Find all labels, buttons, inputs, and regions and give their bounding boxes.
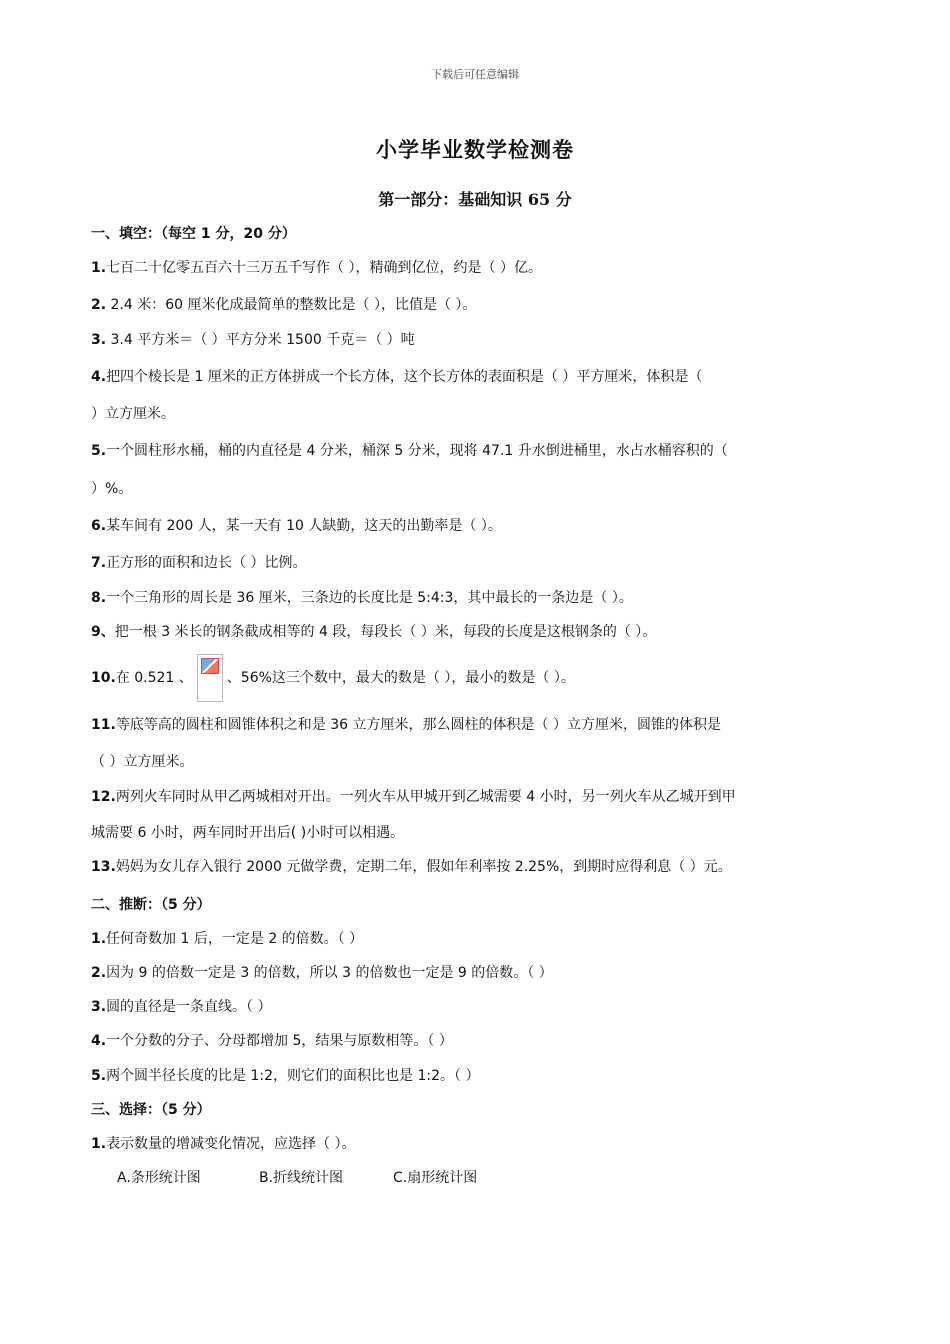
- fill-question-10: [91, 652, 871, 704]
- fill-question-12-continued: [91, 823, 871, 843]
- broken-image-icon: [201, 658, 219, 674]
- question-text: （ ）立方厘米。: [91, 754, 194, 770]
- question-text: 圆的直径是一条直线。（ ）: [106, 999, 272, 1015]
- fill-question-11-continued: [91, 752, 871, 772]
- question-number: 8.: [91, 590, 107, 606]
- question-text: 一个圆柱形水桶，桶的内直径是 4 分米，桶深 5 分米，现将 47.1 升水倒进桶里，水占水桶容积的（: [106, 443, 728, 459]
- question-text: 一个三角形的周长是 36 厘米，三条边的长度比是 5:4:3，其中最长的一条边是（ ）。: [106, 590, 633, 606]
- judge-question-1: [91, 929, 871, 949]
- question-number: 3.: [91, 999, 107, 1015]
- fill-question-4-continued: [91, 404, 871, 424]
- choice-options: [117, 1168, 897, 1188]
- question-text: 3.4 平方米＝（ ）平方分米 1500 千克＝（ ）吨: [106, 332, 415, 348]
- question-number: 6.: [91, 518, 107, 534]
- question-text: 某车间有 200 人，某一天有 10 人缺勤，这天的出勤率是（ ）。: [106, 518, 502, 534]
- fill-question-8: [91, 588, 871, 608]
- section-heading-choice: 三、选择：（5 分）: [91, 1102, 211, 1118]
- question-number: 2.: [91, 965, 107, 981]
- question-number: 1.: [91, 1136, 107, 1152]
- question-text-after: 、56%这三个数中，最大的数是（ ），最小的数是（ ）。: [226, 670, 575, 686]
- choice-question-1: [91, 1134, 871, 1154]
- fill-question-9: [91, 622, 871, 642]
- question-text: 两个圆半径长度的比是 1:2，则它们的面积比也是 1:2。（ ）: [106, 1068, 480, 1084]
- question-text: 正方形的面积和边长（ ）比例。: [106, 555, 307, 571]
- question-text: 妈妈为女儿存入银行 2000 元做学费，定期二年，假如年利率按 2.25%，到期时应得利息（ ）元。: [115, 859, 732, 875]
- page-title: 小学毕业数学检测卷: [376, 137, 574, 162]
- question-number: 2.: [91, 297, 107, 313]
- question-text: 城需要 6 小时，两车同时开出后( )小时可以相遇。: [91, 825, 405, 841]
- question-text: ）立方厘米。: [91, 406, 175, 422]
- option-a[interactable]: A.条形统计图: [117, 1170, 201, 1186]
- option-c[interactable]: C.扇形统计图: [393, 1170, 478, 1186]
- question-number: 1.: [91, 260, 107, 276]
- question-number: 10.: [91, 670, 116, 686]
- question-text: 把四个棱长是 1 厘米的正方体拼成一个长方体，这个长方体的表面积是（ ）平方厘米，体积是（: [106, 369, 703, 385]
- section-heading-fill: 一、填空：（每空 1 分，20 分）: [91, 226, 296, 242]
- question-text: 一个分数的分子、分母都增加 5，结果与原数相等。（ ）: [106, 1033, 453, 1049]
- section-heading-judge: 二、推断：（5 分）: [91, 897, 211, 913]
- question-number: 1.: [91, 931, 107, 947]
- question-text: 2.4 米：60 厘米化成最简单的整数比是（ ），比值是（ ）。: [106, 297, 477, 313]
- fill-question-5: [91, 441, 871, 461]
- question-number: 12.: [91, 789, 116, 805]
- judge-question-3: [91, 997, 871, 1017]
- question-number: 9、: [91, 624, 115, 640]
- question-text: 等底等高的圆柱和圆锥体积之和是 36 立方厘米，那么圆柱的体积是（ ）立方厘米，圆锥的体积是: [115, 717, 721, 733]
- question-number: 13.: [91, 859, 116, 875]
- fill-question-4: [91, 367, 871, 387]
- option-b[interactable]: B.折线统计图: [259, 1170, 344, 1186]
- question-number: 5.: [91, 443, 107, 459]
- question-number: 11.: [91, 717, 116, 733]
- part-title: 第一部分：基础知识 65 分: [378, 190, 572, 209]
- fill-question-1: [91, 258, 871, 278]
- header-note: 下载后可任意编辑: [431, 68, 519, 81]
- fill-question-5-continued: [91, 479, 871, 499]
- question-text: 任何奇数加 1 后，一定是 2 的倍数。（ ）: [106, 931, 364, 947]
- judge-question-2: [91, 963, 871, 983]
- question-number: 7.: [91, 555, 107, 571]
- judge-question-5: [91, 1066, 871, 1086]
- fill-question-11: [91, 715, 871, 735]
- question-text: 因为 9 的倍数一定是 3 的倍数，所以 3 的倍数也一定是 9 的倍数。（ ）: [106, 965, 553, 981]
- fill-question-2: [91, 295, 871, 315]
- question-number: 5.: [91, 1068, 107, 1084]
- question-text-before: 在 0.521 、: [115, 670, 193, 686]
- question-text: 把一根 3 米长的钢条截成相等的 4 段，每段长（ ）米，每段的长度是这根钢条的（ ）。: [114, 624, 657, 640]
- fill-question-6: [91, 516, 871, 536]
- question-number: 4.: [91, 1033, 107, 1049]
- question-number: 3.: [91, 332, 107, 348]
- question-text: 七百二十亿零五百六十三万五千写作（ ），精确到亿位，约是（ ）亿。: [106, 260, 542, 276]
- fill-question-13: [91, 857, 871, 877]
- question-text: 表示数量的增减变化情况，应选择（ ）。: [106, 1136, 356, 1152]
- judge-question-4: [91, 1031, 871, 1051]
- fill-question-7: [91, 553, 871, 573]
- fill-question-3: [91, 330, 871, 350]
- question-text: 两列火车同时从甲乙两城相对开出。一列火车从甲城开到乙城需要 4 小时，另一列火车从乙城开到甲: [115, 789, 736, 805]
- question-text: ）%。: [91, 481, 133, 497]
- fill-question-12: [91, 787, 871, 807]
- question-number: 4.: [91, 369, 107, 385]
- fraction-image-placeholder: [197, 654, 223, 702]
